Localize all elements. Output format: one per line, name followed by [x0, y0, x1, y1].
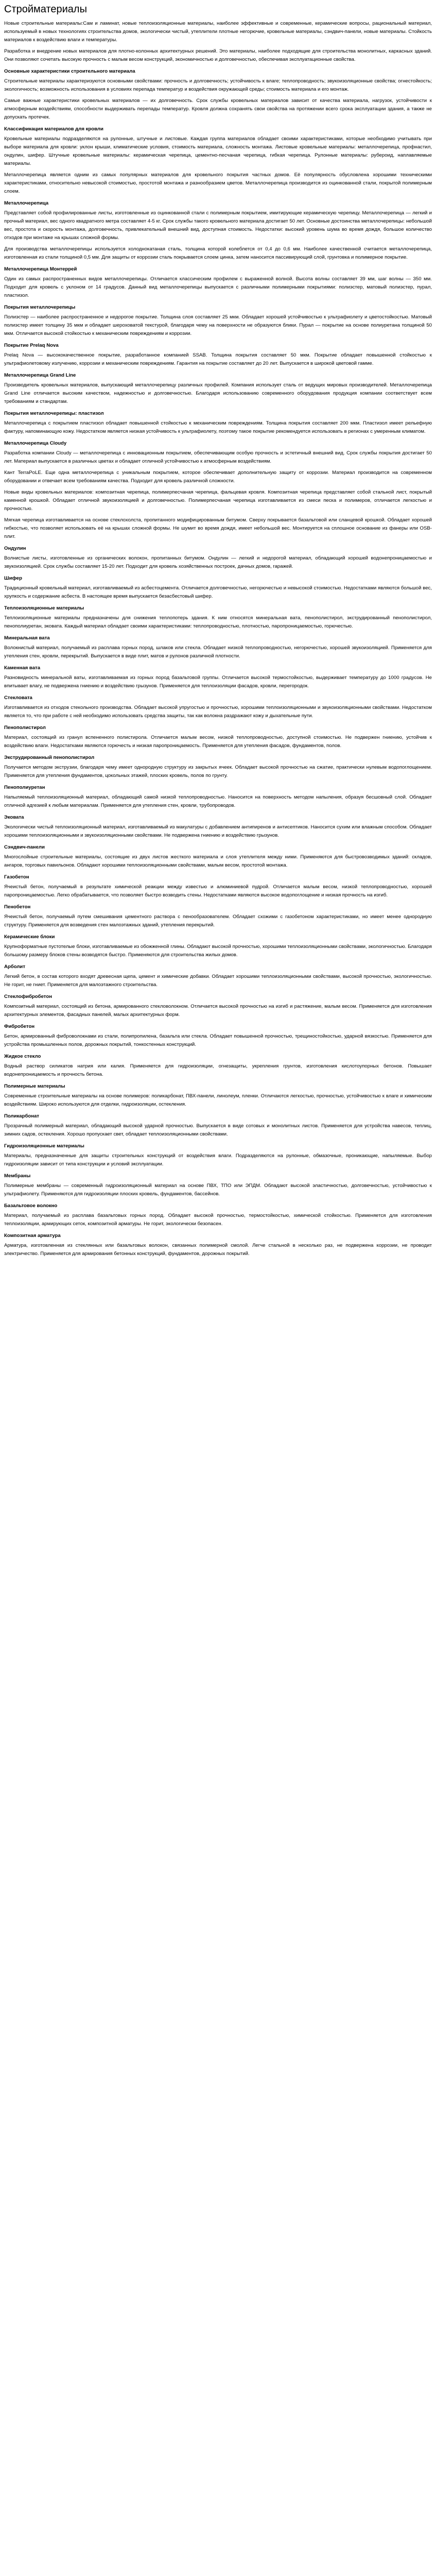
paragraph: Разработка и внедрение новых материалов для плотно-колонных архитектурных решений. Это материалы, наиболее подходящие для строительства монолитных, каркасных зданий. Они позволяют сочетать высокую прочность с малым весом конструкций, экономичностью и долговечностью, обеспечивая эксплуатационные свойства.: [4, 48, 432, 62]
section-heading: Гидроизоляционные материалы: [4, 1143, 84, 1149]
section-heading: Ондулин: [4, 546, 26, 551]
paragraph: Бетон, армированный фиброволокнами из стали, полипропилена, базальта или стекла. Обладает повышенной прочностью, трещиностойкостью, ударной вязкостью. Применяется для устройства промышленных полов, дорожных покрытий, тонкостенных конструкций.: [4, 1033, 432, 1047]
paragraph: Получается методом экструзии, благодаря чему имеет однородную структуру из закрытых ячеек. Обладает высокой прочностью на сжатие, практически нулевым водопоглощением. Применяется для утепления фундаментов, цокольных этажей, плоских кровель, полов по грунту.: [4, 765, 432, 778]
section-heading: Основные характеристики строительного материала: [4, 69, 135, 74]
paragraph: Материал, состоящий из гранул вспененного полистирола. Отличается малым весом, низкой теплопроводностью, доступной стоимостью. Не подвержен гниению, устойчив к воздействию влаги. Недостатками являются горючесть и низкая паропроницаемость. Применяется для утепления фасадов, фундаментов, полов.: [4, 735, 432, 749]
paragraph: Легкий бетон, в состав которого входят древесная щепа, цемент и химические добавки. Обладает хорошими теплоизоляционными свойствами, высокой прочностью, экологичностью. Не горит, не гниет. Применяется для малоэтажного строительства.: [4, 974, 432, 988]
paragraph: Напыляемый теплоизоляционный материал, обладающий самой низкой теплопроводностью. Наносится на поверхность методом напыления, образуя бесшовный слой. Обладает отличной адгезией к любым материалам. Применяется для утепления стен, кровли, трубопроводов.: [4, 794, 432, 808]
section-heading: Жидкое стекло: [4, 1054, 41, 1059]
paragraph: Прозрачный полимерный материал, обладающий высокой ударной прочностью. Выпускается в виде сотовых и монолитных листов. Применяется для устройства навесов, теплиц, зимних садов, остекления. Хорошо пропускает свет, обладает теплоизоляционными свойствами.: [4, 1123, 432, 1137]
section-heading: Керамические блоки: [4, 934, 55, 940]
paragraph: Волокнистый материал, получаемый из расплава горных пород, шлаков или стекла. Обладает низкой теплопроводностью, негорючестью, хорошей звукоизоляцией. Применяется для утепления стен, кровли, перекрытий. Выпускается в виде плит, матов и рулонов различной плотности.: [4, 645, 432, 659]
page-container: [0, 0, 436, 1267]
paragraph: Производитель кровельных материалов, выпускающий металлочерепицу различных профилей. Компания использует сталь от ведущих мировых производителей. Металлочерепица Grand Line отличается высоким качеством, надежностью и долговечностью. Благодаря использованию современного оборудования продукция компании соответствует всем требованиям и стандартам.: [4, 382, 432, 404]
paragraph: Строительные материалы характеризуются основными свойствами: прочность и долговечность; устойчивость к влаге; теплопроводность; звукоизоляционные свойства; огнестойкость; экологичность; возможность использования в условиях перепада температур и воздействия окружающей среды; стоимость материала и его монтаж.: [4, 78, 432, 92]
paragraph: Традиционный кровельный материал, изготавливаемый из асбестоцемента. Отличается долговечностью, негорючестью и невысокой стоимостью. Недостатками являются большой вес, хрупкость и содержание асбеста. В настоящее время выпускается безасбестовый шифер.: [4, 585, 432, 599]
paragraph: Современные строительные материалы на основе полимеров: поликарбонат, ПВХ-панели, линолеум, пленки. Отличаются легкостью, прочностью, устойчивостью к влаге и химическим воздействиям. Широко используются для отделки, гидроизоляции, остекления.: [4, 1093, 432, 1107]
paragraph: Разновидность минеральной ваты, изготавливаемая из горных пород базальтовой группы. Отличается высокой термостойкостью, выдерживает температуру до 1000 градусов. Не впитывает влагу, не подвержена гниению и воздействию грызунов. Применяется для теплоизоляции фасадов, кровли, перегородок.: [4, 675, 432, 689]
section-heading: Металлочерепица: [4, 200, 49, 206]
section-heading: Классификация материалов для кровли: [4, 126, 103, 132]
paragraph: Крупноформатные пустотелые блоки, изготавливаемые из обожженной глины. Обладают высокой прочностью, хорошими теплоизоляционными свойствами, экологичностью. Благодаря большому размеру блоков стены возводятся быстро. Применяются для строительства жилых домов.: [4, 944, 432, 958]
paragraph: Prelaq Nova — высококачественное покрытие, разработанное компанией SSAB. Толщина покрытия составляет 50 мкм. Покрытие обладает повышенной стойкостью к ультрафиолетовому излучению, коррозии и механическим повреждениям. Гарантия на покрытие составляет до 20 лет. Выпускается в широкой цветовой гамме.: [4, 352, 432, 366]
paragraph: Водный раствор силикатов натрия или калия. Применяется для гидроизоляции, огнезащиты, укрепления грунтов, изготовления кислотоупорных бетонов. Повышает водонепроницаемость и прочность бетона.: [4, 1063, 432, 1077]
paragraph: Полиэстер — наиболее распространенное и недорогое покрытие. Толщина слоя составляет 25 мкм. Обладает хорошей устойчивостью к ультрафиолету и цветостойкостью. Матовый полиэстер имеет толщину 35 мкм и обладает шероховатой текстурой, благодаря чему на поверхности не образуются блики. Пурал — покрытие на основе полиуретана толщиной 50 мкм. Отличается высокой стойкостью к механическим повреждениям и коррозии.: [4, 314, 432, 336]
paragraph: Материал, получаемый из расплава базальтовых горных пород. Обладает высокой прочностью, термостойкостью, химической стойкостью. Применяется для изготовления теплоизоляции, армирующих сеток, композитной арматуры. Не горит, экологически безопасен.: [4, 1213, 432, 1227]
paragraph: Композитный материал, состоящий из бетона, армированного стекловолокном. Отличается высокой прочностью на изгиб и растяжение, малым весом. Применяется для изготовления архитектурных элементов, фасадных панелей, малых архитектурных форм.: [4, 1004, 432, 1018]
paragraph: Волнистые листы, изготовленные из органических волокон, пропитанных битумом. Ондулин — легкий и недорогой материал, обладающий хорошей водонепроницаемостью и звукоизоляцией. Срок службы составляет 15-20 лет. Подходит для кровель хозяйственных построек, дачных домов, гаражей.: [4, 555, 432, 569]
article-body: [4, 20, 432, 1258]
section-heading: Стеклофибробетон: [4, 994, 53, 999]
section-heading: Пенополистирол: [4, 725, 46, 731]
section-heading: Газобетон: [4, 874, 29, 880]
section-heading: Эковата: [4, 815, 24, 820]
section-heading: Композитная арматура: [4, 1233, 61, 1239]
paragraph: Для производства металлочерепицы используется холоднокатаная сталь, толщина которой колеблется от 0,4 до 0,6 мм. Наиболее качественной считается металлочерепица, изготовленная из стали толщиной 0,5 мм. Для защиты от коррозии сталь покрывается слоем цинка, затем наносится пассивирующий слой, грунтовка и полимерное покрытие.: [4, 246, 432, 260]
section-heading: Полимерные материалы: [4, 1083, 65, 1089]
paragraph: Новые строительные материалы:Сам и ламинат, новые теплоизоляционные материалы, наиболее эффективные и современные, керамические вопросы, рациональный материал, используемый в новых технологиях строительства домов, экологически чистый, утеплители плотные негорючие, кровельные материалы, сэндвич-панели, новые материалы. Стойкость материалов к воздействию влаги и температуры.: [4, 21, 432, 43]
paragraph: Металлочерепица с покрытием пластизол обладает повышенной стойкостью к механическим повреждениям. Толщина покрытия составляет 200 мкм. Пластизол имеет рельефную фактуру, напоминающую кожу. Недостатком является низкая устойчивость к ультрафиолету, поэтому такое покрытие рекомендуется использовать в регионах с умеренным климатом.: [4, 420, 432, 434]
paragraph: Многослойные строительные материалы, состоящие из двух листов жесткого материала и слоя утеплителя между ними. Применяются для быстровозводимых зданий: складов, ангаров, торговых павильонов. Обладают хорошими теплоизоляционными свойствами, малым весом, простотой монтажа.: [4, 854, 432, 868]
section-heading: Пенополиуретан: [4, 785, 45, 790]
section-heading: Металлочерепица Монтеррей: [4, 266, 77, 272]
section-heading: Минеральная вата: [4, 635, 50, 641]
paragraph: Ячеистый бетон, получаемый в результате химической реакции между известью и алюминиевой пудрой. Отличается малым весом, низкой теплопроводностью, хорошей паропроницаемостью. Легко обрабатывается, что позволяет быстро возводить стены. Недостатками являются высокое водопоглощение и низкая прочность на изгиб.: [4, 884, 432, 898]
paragraph: Экологически чистый теплоизоляционный материал, изготавливаемый из макулатуры с добавлением антипиренов и антисептиков. Наносится сухим или влажным способом. Обладает хорошими теплоизоляционными и звукоизоляционными свойствами. Не подвержена гниению и воздействию грызунов.: [4, 824, 432, 838]
section-heading: Фибробетон: [4, 1024, 35, 1029]
section-heading: Шифер: [4, 575, 23, 581]
page-title: Стройматериалы: [4, 4, 87, 15]
section-heading: Стекловата: [4, 695, 32, 701]
paragraph: Разработка компании Cloudy — металлочерепица с инновационным покрытием, обеспечивающим особую прочность и эстетичный внешний вид. Срок службы покрытия достигает 50 лет. Материал выпускается в различных цветах и обладает отличной устойчивостью к атмосферным воздействиям.: [4, 450, 432, 464]
section-heading: Покрытия металлочерепицы: [4, 304, 76, 310]
paragraph: Металлочерепица является одним из самых популярных материалов для кровельного покрытия частных домов. Её популярность обусловлена хорошими техническими характеристиками, относительно невысокой стоимостью, простотой монтажа и разнообразием цветов. Металлочерепица производится из оцинкованной стали, покрытой полимерным слоем.: [4, 172, 432, 194]
paragraph: Кровельные материалы подразделяются на рулонные, штучные и листовые. Каждая группа материалов обладает своими характеристиками, которые необходимо учитывать при выборе материала для кровли: уклон крыши, климатические условия, стоимость материала, сложность монтажа. Листовые кровельные материалы: металлочерепица, профнастил, ондулин, шифер. Штучные кровельные материалы: керамическая черепица, цементно-песчаная черепица, гибкая черепица. Рулонные материалы: рубероид, наплавляемые материалы.: [4, 136, 432, 166]
section-heading: Арболит: [4, 964, 26, 970]
section-heading: Каменная вата: [4, 665, 41, 671]
paragraph: Арматура, изготовленная из стеклянных или базальтовых волокон, связанных полимерной смолой. Легче стальной в несколько раз, не подвержена коррозии, не проводит электричество. Применяется для армирования бетонных конструкций, фундаментов, дорожных покрытий.: [4, 1243, 432, 1257]
paragraph: Кант TerraPoLE. Еще одна металлочерепица с уникальным покрытием, которое обеспечивает дополнительную защиту от коррозии. Материал производится на современном оборудовании и отвечает всем требованиям качества. Подходит для кровель различной сложности.: [4, 470, 432, 484]
section-heading: Базальтовое волокно: [4, 1203, 58, 1209]
paragraph: Один из самых распространенных видов металлочерепицы. Отличается классическим профилем с выраженной волной. Высота волны составляет 39 мм, шаг волны — 350 мм. Подходит для кровель с уклоном от 14 градусов. Данный вид металлочерепицы выпускается с различными полимерными покрытиями: полиэстер, матовый полиэстер, пурал, пластизол.: [4, 276, 432, 298]
paragraph: Ячеистый бетон, получаемый путем смешивания цементного раствора с пенообразователем. Обладает схожими с газобетоном характеристиками, но имеет менее однородную структуру. Применяется для возведения стен малоэтажных зданий, утепления перекрытий.: [4, 914, 432, 928]
section-heading: Пенобетон: [4, 904, 31, 910]
section-heading: Металлочерепица Grand Line: [4, 372, 76, 378]
paragraph: Представляет собой профилированные листы, изготовленные из оцинкованной стали с полимерным покрытием, имитирующие керамическую черепицу. Металлочерепица — легкий и прочный материал, вес одного квадратного метра составляет 4-5 кг. Срок службы такого кровельного материала достигает 50 лет. Основные достоинства металлочерепицы: небольшой вес, простота и скорость монтажа, долговечность, привлекательный внешний вид, доступная стоимость. Недостатки: высокий уровень шума во время дождя, большое количество отходов при монтаже на крышах сложной формы.: [4, 210, 432, 241]
paragraph: Теплоизоляционные материалы предназначены для снижения теплопотерь здания. К ним относятся минеральная вата, пенополистирол, экструдированный пенополистирол, пенополиуретан, эковата. Каждый материал обладает своими характеристиками: теплопроводностью, плотностью, паропроницаемостью, горючестью.: [4, 615, 432, 629]
section-heading: Металлочерепица Cloudy: [4, 440, 67, 446]
section-heading: Сэндвич-панели: [4, 844, 45, 850]
paragraph: Полимерные мембраны — современный гидроизоляционный материал на основе ПВХ, ТПО или ЭПДМ. Обладают высокой эластичностью, долговечностью, устойчивостью к ультрафиолету. Применяются для гидроизоляции плоских кровель, фундаментов, бассейнов.: [4, 1183, 432, 1197]
section-heading: Мембраны: [4, 1173, 31, 1179]
section-heading: Покрытия металлочерепицы: пластизол: [4, 411, 104, 416]
paragraph: Новые виды кровельных материалов: композитная черепица, полимерпесчаная черепица, фальцевая кровля. Композитная черепица представляет собой стальной лист, покрытый каменной крошкой. Обладает отличной звукоизоляцией и долговечностью. Полимерпесчаная черепица изготавливается из смеси песка и полимеров, отличается легкостью и прочностью.: [4, 489, 432, 512]
section-heading: Покрытие Prelaq Nova: [4, 343, 59, 348]
paragraph: Материалы, предназначенные для защиты строительных конструкций от воздействия влаги. Подразделяются на рулонные, обмазочные, проникающие, напыляемые. Выбор гидроизоляции зависит от типа конструкции и условий эксплуатации.: [4, 1153, 432, 1167]
paragraph: Изготавливается из отходов стекольного производства. Обладает высокой упругостью и прочностью, хорошими теплоизоляционными и звукоизоляционными свойствами. Недостатком является то, что при работе с ней необходимо использовать средства защиты, так как волокна раздражают кожу и дыхательные пути.: [4, 705, 432, 719]
section-heading: Экструдированный пенополистирол: [4, 755, 95, 760]
paragraph: Мягкая черепица изготавливается на основе стеклохолста, пропитанного модифицированным битумом. Сверху покрывается базальтовой или сланцевой крошкой. Обладает хорошей гибкостью, что позволяет использовать её на крышах сложной формы. Не шумит во время дождя, имеет небольшой вес. Монтируется на сплошное основание из фанеры или OSB-плит.: [4, 517, 432, 539]
paragraph: Самые важные характеристики кровельных материалов — их долговечность. Срок службы кровельных материалов зависит от качества материала, нагрузок, устойчивости к атмосферным воздействиям, способности выдерживать перепады температур. Кровля должна сохранять свои свойства на протяжении всего срока эксплуатации здания, а также не допускать протечек.: [4, 98, 432, 120]
section-heading: Теплоизоляционные материалы: [4, 605, 84, 611]
section-heading: Поликарбонат: [4, 1113, 40, 1119]
